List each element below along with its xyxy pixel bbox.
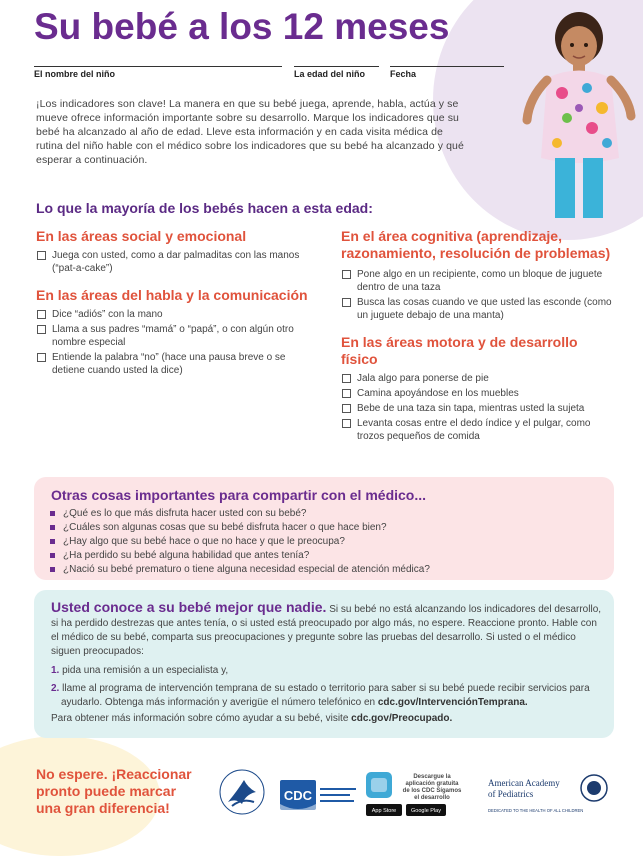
left-column	[36, 228, 308, 389]
share-item: ¿Nació su bebé prematuro o tiene alguna necesidad especial de atención médica?	[49, 563, 430, 577]
bullet-icon	[50, 567, 55, 572]
name-line[interactable]	[34, 66, 282, 67]
age-line[interactable]	[294, 66, 379, 67]
bullet-icon	[50, 511, 55, 516]
date-line[interactable]	[390, 66, 504, 67]
info-fields	[34, 58, 504, 82]
checkbox-icon[interactable]	[342, 404, 351, 413]
checkbox-icon[interactable]	[37, 325, 46, 334]
checkbox-icon[interactable]	[37, 353, 46, 362]
know-panel	[34, 590, 614, 738]
checkbox-icon[interactable]	[342, 374, 351, 383]
bullet-icon	[50, 553, 55, 558]
more-info: Para obtener más información sobre cómo ayudar a su bebé, visite cdc.gov/Preocupado.	[51, 713, 453, 724]
social-heading: En las áreas social y emocional	[36, 228, 247, 244]
share-heading: Otras cosas importantes para compartir con el médico...	[51, 487, 427, 503]
checklist-item[interactable]: Pone algo en un recipiente, como un bloque de juguete dentro de una taza	[341, 268, 616, 294]
early-intervention-link[interactable]: cdc.gov/IntervenciónTemprana.	[377, 697, 528, 708]
footer-message: No espere. ¡Reaccionar pronto puede marcar una gran diferencia!	[36, 766, 192, 816]
hhs-logo-icon	[218, 768, 266, 816]
social-list	[36, 249, 308, 275]
cognitive-list	[341, 268, 616, 322]
checklist-item[interactable]: Llama a sus padres “mamá” o “papá”, o con algún otro nombre especial	[36, 323, 308, 349]
app-text-1: Descargue la	[413, 774, 451, 780]
aap-tagline: DEDICATED TO THE HEALTH OF ALL CHILDREN	[488, 808, 584, 813]
aap-logo	[484, 772, 614, 818]
app-store-button[interactable]: App Store	[371, 808, 397, 814]
cdc-text: CDC	[283, 788, 313, 803]
date-label: Fecha	[390, 69, 417, 79]
share-item: ¿Ha perdido su bebé alguna habilidad que antes tenía?	[49, 549, 430, 563]
motor-list	[341, 372, 616, 443]
share-item: ¿Qué es lo que más disfruta hacer usted con su bebé?	[49, 507, 430, 521]
step-1: 1. pida una remisión a un especialista y,	[51, 665, 229, 676]
share-list	[49, 507, 430, 577]
aap-name-2: of Pediatrics	[488, 789, 534, 799]
intro-paragraph: ¡Los indicadores son clave! La manera en que su bebé juega, aprende, habla, actúa y se mueve ofrece información importante sobre su desarrollo. Marque los indicadores que su bebé ha alcanzado al año de edad. Lleve esta información y en cada visita médica de rutina del niño hable con el médico sobre los indicadores que su bebé ha alcanzado y qué esperar a continuación.	[36, 98, 464, 166]
aap-name-1: American Academy	[488, 778, 560, 788]
bullet-icon	[50, 525, 55, 530]
app-text-2: aplicación gratuita	[405, 781, 459, 787]
app-text-4: el desarrollo	[414, 795, 450, 801]
page-title: Su bebé a los 12 meses	[34, 6, 450, 47]
checklist-item[interactable]: Juega con usted, como a dar palmaditas con las manos (“pat-a-cake”)	[36, 249, 308, 275]
name-label: El nombre del niño	[34, 69, 116, 79]
toddler-photo	[517, 8, 637, 233]
language-heading: En las áreas del habla y la comunicación	[36, 287, 308, 303]
checklist-item[interactable]: Busca las cosas cuando ve que usted las esconde (como un juguete debajo de una manta)	[341, 296, 616, 322]
bullet-icon	[50, 539, 55, 544]
checklist-item[interactable]: Bebe de una taza sin tapa, mientras usted la sujeta	[341, 402, 616, 415]
know-body	[51, 600, 606, 659]
know-heading: Usted conoce a su bebé mejor que nadie.	[51, 599, 327, 615]
checkbox-icon[interactable]	[37, 310, 46, 319]
google-play-button[interactable]: Google Play	[411, 808, 441, 814]
app-text-3: de los CDC Sígamos	[402, 788, 462, 794]
checkbox-icon[interactable]	[342, 298, 351, 307]
share-panel	[34, 477, 614, 580]
checkbox-icon[interactable]	[342, 270, 351, 279]
share-item: ¿Cuáles son algunas cosas que su bebé disfruta hacer o que hace bien?	[49, 521, 430, 535]
motor-heading: En las áreas motora y de desarrollo físico	[341, 334, 578, 367]
cdc-logo-icon	[280, 778, 360, 816]
checkbox-icon[interactable]	[342, 419, 351, 428]
know-text: Si su bebé no está alcanzando los indicadores del desarrollo, si ha perdido destrezas que antes tenía, o si usted está preocupado por algo más, no espere. Reaccione pronto. Hable con el médico de su bebé, comparta sus preocupaciones y pregunte sobre las pruebas del desarrollo. Si usted o el médico siguen preocupados:	[51, 604, 602, 657]
milestones-heading: Lo que la mayoría de los bebés hacen a esta edad:	[36, 200, 373, 216]
milestone-app-promo	[366, 770, 474, 820]
checklist-item[interactable]: Levanta cosas entre el dedo índice y el pulgar, como trozos pequeños de comida	[341, 417, 616, 443]
age-label: La edad del niño	[294, 69, 366, 79]
checklist-item[interactable]: Jala algo para ponerse de pie	[341, 372, 616, 385]
share-item: ¿Hay algo que su bebé hace o que no hace y que le preocupa?	[49, 535, 430, 549]
checklist-item[interactable]: Dice “adiós” con la mano	[36, 308, 308, 321]
language-list	[36, 308, 308, 377]
checkbox-icon[interactable]	[342, 389, 351, 398]
checklist-item[interactable]: Entiende la palabra “no” (hace una pausa breve o se detiene cuando usted la dice)	[36, 351, 308, 377]
right-column	[341, 228, 616, 455]
step-2: 2. llame al programa de intervención temprana de su estado o territorio para saber si su bebé puede recibir servicios para ayudarlo. Obtenga más información y averigüe el número telefónico en cdc.gov/IntervenciónTemprana.	[51, 683, 590, 708]
checkbox-icon[interactable]	[37, 251, 46, 260]
cognitive-heading: En el área cognitiva (aprendizaje, razonamiento, resolución de problemas)	[341, 228, 611, 261]
checklist-item[interactable]: Camina apoyándose en los muebles	[341, 387, 616, 400]
worried-link[interactable]: cdc.gov/Preocupado.	[351, 713, 453, 724]
